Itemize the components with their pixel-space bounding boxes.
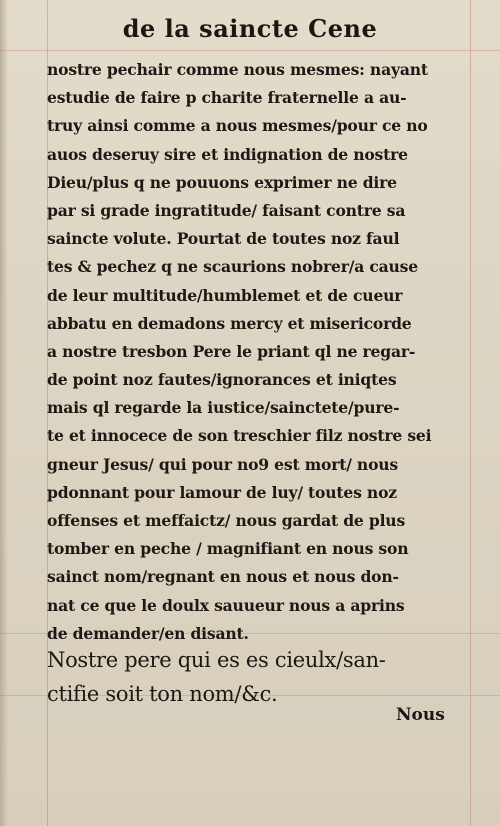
text-line: de demander/en disant. xyxy=(47,623,249,643)
text-line: gneur Jesus/ qui pour no9 est mort/ nous xyxy=(47,454,398,474)
text-line: offenses et meffaictz/ nous gardat de plus xyxy=(47,511,406,530)
text-line: de leur multitude/humblemet et de cueur xyxy=(47,285,403,305)
prayer-text xyxy=(47,643,467,711)
running-head: de la saincte Cene xyxy=(122,14,378,43)
text-line: tes & pechez q ne scaurions nobrer/a cause xyxy=(47,257,418,277)
page-gutter-shadow xyxy=(0,0,8,826)
text-line: mais ql regarde la iustice/sainctete/pure- xyxy=(47,398,400,418)
text-line: nostre pechair comme nous mesmes: nayant xyxy=(47,60,428,79)
text-line: abbatu en demadons mercy et misericorde xyxy=(47,313,412,333)
catchword: Nous xyxy=(396,705,445,725)
text-line: a nostre tresbon Pere le priant ql ne regar- xyxy=(47,341,416,361)
margin-rule-top xyxy=(0,50,500,51)
text-line: de point noz fautes/ignorances et iniqtes xyxy=(47,370,397,390)
text-line: nat ce que le doulx sauueur nous a aprins xyxy=(47,595,405,615)
text-line: estudie de faire p charite fraternelle a au- xyxy=(47,88,407,108)
text-line: auos deseruy sire et indignation de nostre xyxy=(47,144,408,164)
text-line: te et innocece de son treschier filz nostre sei xyxy=(47,426,432,446)
text-line: par si grade ingratitude/ faisant contre sa xyxy=(47,200,406,220)
margin-rule-right xyxy=(470,0,471,826)
prayer-line: ctifie soit ton nom/&c. xyxy=(47,682,278,706)
body-text xyxy=(47,56,467,648)
text-line: saincte volute. Pourtat de toutes noz faul xyxy=(47,229,400,249)
text-line: sainct nom/regnant en nous et nous don- xyxy=(47,567,399,587)
text-line: tomber en peche / magnifiant en nous son xyxy=(47,539,409,559)
text-line: Dieu/plus q ne pouuons exprimer ne dire xyxy=(47,172,397,192)
prayer-line: Nostre pere qui es es cieulx/san- xyxy=(47,648,386,672)
text-line: truy ainsi comme a nous mesmes/pour ce no xyxy=(47,116,428,136)
text-line: pdonnant pour lamour de luy/ toutes noz xyxy=(47,482,397,502)
